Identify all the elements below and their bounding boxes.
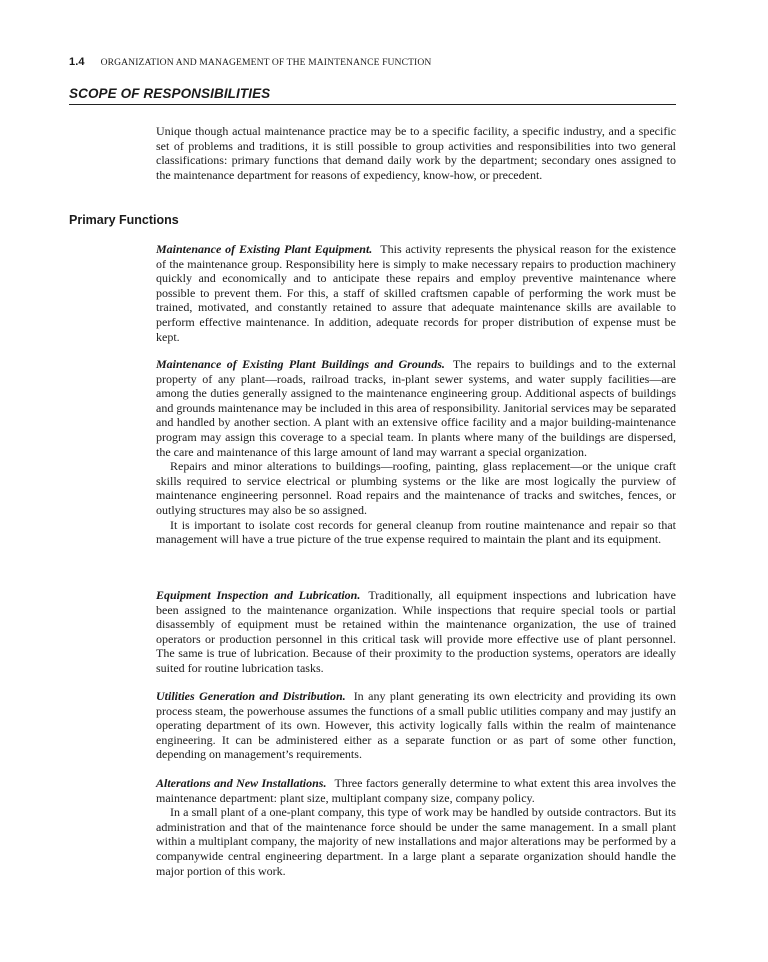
item-paragraph: It is important to isolate cost records for general cleanup from routine maintenance and repair so that management will have a true picture of the true expense required to maintain the plant and its equipment. — [156, 517, 676, 547]
item-text: Traditionally, all equipment inspections and lubrication have been assigned to the maintenance organization. While inspections that require special tools or partial disassembly of equipment must be retained within the maintenance organization, the use of trained operators or production personnel in this critical task will provide more effective use of plant personnel. The same is true of lubrication. Because of their proximity to the production systems, operators are ideally suited for routine lubrication tasks. — [156, 588, 676, 675]
item-text: The repairs to buildings and to the external property of any plant—roads, railroad tracks, in-plant sewer systems, and water supply facilities—are among the duties generally assigned to the maintenance engineering group. Additional aspects of buildings and grounds maintenance may be included in this area of responsibility. Janitorial services may be separated and handled by another section. A plant with an extensive office facility and a major building-maintenance program may assign this coverage to a special team. In plants where many of the buildings are dispersed, the care and maintenance of this large amount of land may warrant a special organization. — [156, 357, 676, 459]
item-paragraph: Repairs and minor alterations to buildings—roofing, painting, glass replacement—or the unique craft skills required to service electrical or plumbing systems or the like are most logically the purview of maintenance engineering personnel. Road repairs and the maintenance of tracks and switches, fences, or outlying structures may also be so assigned. — [156, 459, 676, 517]
section-number: 1.4 — [69, 56, 85, 68]
item-text: Three factors generally determine to what extent this area involves the maintenance department: plant size, multiplant company size, company policy. — [156, 776, 676, 805]
section-title: SCOPE OF RESPONSIBILITIES — [69, 86, 676, 105]
item-heading: Maintenance of Existing Plant Buildings and Grounds. — [156, 357, 445, 371]
item-alterations — [156, 776, 676, 878]
intro-paragraph-block — [156, 124, 676, 182]
item-equipment-maintenance — [156, 242, 676, 344]
item-text: In any plant generating its own electricity and providing its own process steam, the powerhouse assumes the functions of a small public utilities company and may justify an operating department of its own. However, this activity logically falls within the realm of maintenance engineering. It can be administered either as a separate function or as part of some other function, depending on management’s requirements. — [156, 689, 676, 762]
item-paragraph — [156, 689, 676, 762]
item-paragraph — [156, 357, 676, 459]
running-head — [69, 56, 431, 68]
item-paragraph — [156, 588, 676, 676]
item-utilities — [156, 689, 676, 762]
subheading-primary-functions: Primary Functions — [69, 213, 179, 227]
item-inspection-lubrication — [156, 588, 676, 676]
item-heading: Maintenance of Existing Plant Equipment. — [156, 242, 373, 256]
item-paragraph: In a small plant of a one-plant company, this type of work may be handled by outside contractors. But its administration and that of the maintenance force should be under the same management. In a small plant within a multiplant company, the majority of new installations and major alterations may be performed by a companywide central engineering department. In a large plant a separate organization should handle the major portion of this work. — [156, 805, 676, 878]
item-heading: Utilities Generation and Distribution. — [156, 689, 346, 703]
item-paragraph — [156, 242, 676, 344]
item-buildings-grounds — [156, 357, 676, 547]
item-heading: Alterations and New Installations. — [156, 776, 327, 790]
item-heading: Equipment Inspection and Lubrication. — [156, 588, 361, 602]
intro-paragraph: Unique though actual maintenance practice may be to a specific facility, a specific industry, and a specific set of problems and traditions, it is still possible to group activities and responsibilities into two general classifications: primary functions that demand daily work by the department; secondary ones assigned to the maintenance department for reasons of expediency, know-how, or precedent. — [156, 124, 676, 182]
running-head-title: ORGANIZATION AND MANAGEMENT OF THE MAINTENANCE FUNCTION — [100, 57, 432, 68]
item-paragraph — [156, 776, 676, 805]
item-text: This activity represents the physical reason for the existence of the maintenance group. Responsibility here is simply to make necessary repairs to production machinery quickly and economically and to anticipate these repairs and employ preventive maintenance where possible to prevent them. For this, a staff of skilled craftsmen capable of performing the work must be trained, motivated, and constantly retained to assure that adequate maintenance skills are available to perform effective maintenance. In addition, adequate records for proper distribution of expense must be kept. — [156, 242, 676, 344]
